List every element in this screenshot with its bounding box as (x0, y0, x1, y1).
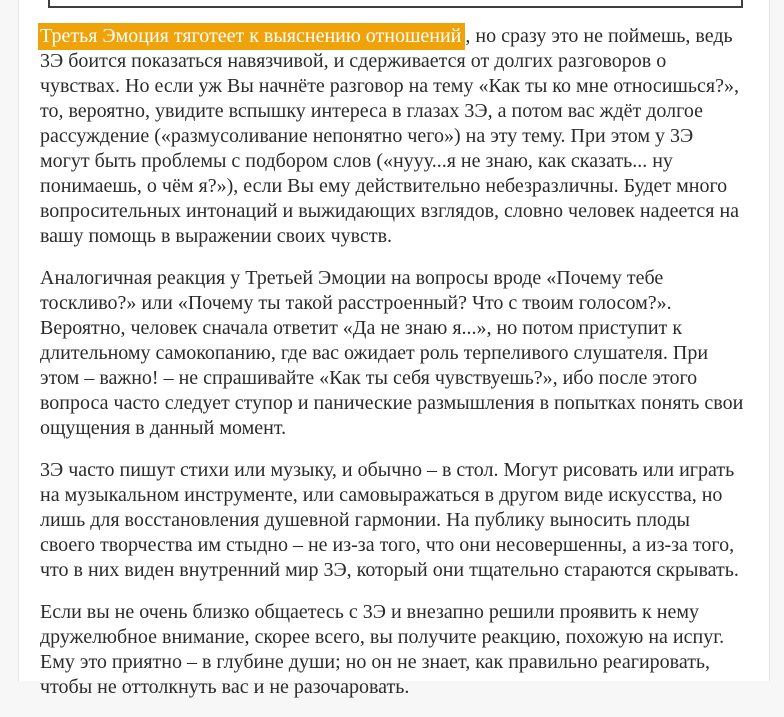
paragraph-3: 3Э часто пишут стихи или музыку, и обычно – в стол. Могут рисовать или играть на музыкальном инструменте, или самовыражаться в другом виде искусства, но лишь для восстановления душевной гармонии. На публику выносить плоды своего творчества им стыдно – не из-за того, что они несовершенны, а из-за того, что в них виден внутренний мир 3Э, который они тщательно стараются скрывать. (40, 459, 739, 581)
article-column (18, 0, 770, 698)
article-content (19, 0, 769, 717)
paragraph-4: Если вы не очень близко общаетесь с 3Э и внезапно решили проявить к нему дружелюбное внимание, скорее всего, вы получите реакцию, похожую на испуг. Ему это приятно – в глубине души; но он не знает, как правильно реагировать, чтобы не оттолкнуть вас и не разочаровать. (40, 601, 725, 698)
paragraph-1-text: , но сразу это не поймешь, ведь 3Э боится показаться навязчивой, и сдерживается от долгих разговоров о чувствах. Но если уж Вы начнёте разговор на тему «Как ты ко мне относишься?», то, вероятно, увидите вспышку интереса в глазах 3Э, а потом вас ждёт долгое рассуждение («размусоливание непонятно чего») на эту тему. При этом у 3Э могут быть проблемы с подбором слов («нууу...я не знаю, как сказать... ну понимаешь, о чём я?»), если Вы ему действительно небезразличны. Будет много вопросительных интонаций и выжидающих взглядов, словно человек надеется на вашу помощь в выражении своих чувств. (40, 25, 740, 247)
highlighted-text: Третья Эмоция тяготеет к выяснению отношений (38, 23, 465, 50)
paragraph-2: Аналогичная реакция у Третьей Эмоции на вопросы вроде «Почему тебе тоскливо?» или «Почему ты такой расстроенный? Что с твоим голосом?». Вероятно, человек сначала ответит «Да не знаю я...», но потом приступит к длительному самокопанию, где вас ожидает роль терпеливого слушателя. При этом – важно! – не спрашивайте «Как ты себя чувствуешь?», ибо после этого вопроса часто следует ступор и панические размышления в попытках понять свои ощущения в данный момент. (40, 267, 744, 439)
paragraph-1 (40, 24, 747, 249)
